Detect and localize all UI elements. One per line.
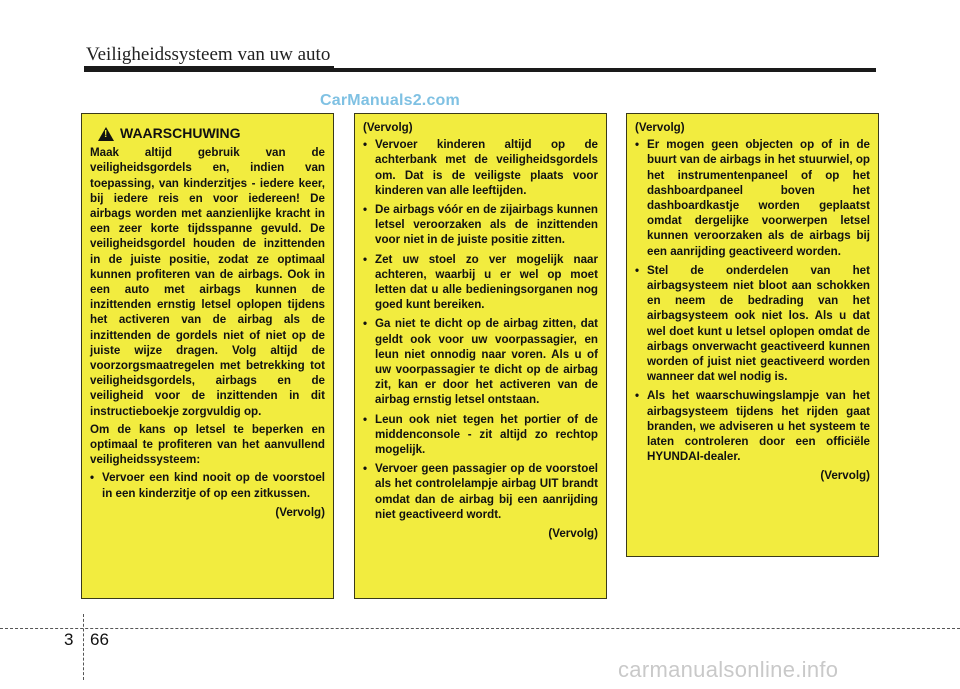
list-item: • Vervoer een kind nooit op de voorstoel in een kinderzitje of op een zitkussen. xyxy=(90,470,325,500)
paragraph: Om de kans op letsel te beperken en optimaal te profiteren van het aanvullend veiligheidssysteem: xyxy=(90,422,325,467)
section-number: 3 xyxy=(64,630,74,649)
warning-panel-1 xyxy=(81,113,334,599)
page-header-title: Veiligheidssysteem van uw auto xyxy=(86,44,331,65)
warning-title: WAARSCHUWING xyxy=(120,125,241,141)
bullet-list xyxy=(363,137,598,522)
continued-top-label: (Vervolg) xyxy=(635,121,685,134)
watermark-bottom: carmanualsonline.info xyxy=(618,657,839,682)
continued-top-label: (Vervolg) xyxy=(363,121,413,134)
list-item: • Zet uw stoel zo ver mogelijk naar achteren, waarbij u er wel op moet letten dat u alle bedieningsorganen nog goed kunt bereiken. xyxy=(363,252,598,313)
list-item: • Vervoer kinderen altijd op de achterbank met de veiligheidsgordels om. Dat is de veiligste plaats voor kinderen van alle leeftijden. xyxy=(363,137,598,198)
list-item: • De airbags vóór en de zijairbags kunnen letsel veroorzaken als de inzittenden voor niet in de juiste positie zitten. xyxy=(363,202,598,248)
bullet-list xyxy=(90,470,325,500)
warning-triangle-icon: ! xyxy=(98,127,114,141)
list-item: • Als het waarschuwingslampje van het airbagsysteem tijdens het rijden gaat branden, we adviseren u het systeem te laten controleren door een officiële HYUNDAI-dealer. xyxy=(635,388,870,464)
list-item: • Stel de onderdelen van het airbagsysteem niet bloot aan schokken en neem de bedrading van het airbagsysteem ook niet los. Als u dat wel doet kunt u letsel oplopen omdat de airbags onverwacht geactiveerd kunnen worden of juist niet geactiveerd worden wanneer dat wel nodig is. xyxy=(635,263,870,385)
warning-panel-2 xyxy=(354,113,607,599)
continued-label: (Vervolg) xyxy=(275,505,325,519)
continued-label: (Vervolg) xyxy=(548,527,598,541)
page-number: 66 xyxy=(90,630,109,649)
list-item: • Leun ook niet tegen het portier of de middenconsole - zit altijd zo rechtop mogelijk. xyxy=(363,412,598,458)
paragraph: Maak altijd gebruik van de veiligheidsgordels en, indien van toepassing, van kinderzitjes - iedere keer, bij iedere reis en voor iedereen! De airbags worden met aanzienlijke kracht in een zeer korte tijdsspanne gevuld. De veiligheidsgordel houden de inzittenden in de juiste positie, zodat ze optimaal kunnen profiteren van de airbags. Ook in een auto met airbags kunnen de inzittenden ernstig letsel oplopen tijdens het activeren van de airbag als de inzittenden de gordels niet of niet op de juiste wijze dragen. Volg altijd de voorzorgsmaatregelen met betrekking tot veiligheidsgordels, airbags en de veiligheid voor de inzittenden in dit instructieboekje zorgvuldig op. xyxy=(90,146,325,418)
footer-rule xyxy=(0,628,960,629)
watermark-top: CarManuals2.com xyxy=(320,92,460,109)
list-item: • Ga niet te dicht op de airbag zitten, dat geldt ook voor uw voorpassagier, en leun niet onnodig naar voren. Als u of uw voorpassagier te dicht op de airbag zit, kan er door het activeren van de airbag ernstig letsel ontstaan. xyxy=(363,316,598,407)
footer-divider xyxy=(83,614,84,680)
bullet-list xyxy=(635,137,870,464)
list-item: • Er mogen geen objecten op of in de buurt van de airbags in het stuurwiel, op het instrumentenpaneel of op het dashboardpaneel boven het dashboardkastje worden geplaatst omdat dergelijke voorwerpen letsel kunnen veroorzaken als de airbags bij een aanrijding geactiveerd worden. xyxy=(635,137,870,259)
warning-heading xyxy=(98,126,325,141)
continued-label: (Vervolg) xyxy=(820,469,870,483)
header-rule-accent xyxy=(84,66,334,72)
list-item: • Vervoer geen passagier op de voorstoel als het controlelampje airbag UIT brandt omdat dan de airbag bij een aanrijding niet geactiveerd wordt. xyxy=(363,461,598,522)
warning-panel-3 xyxy=(626,113,879,557)
